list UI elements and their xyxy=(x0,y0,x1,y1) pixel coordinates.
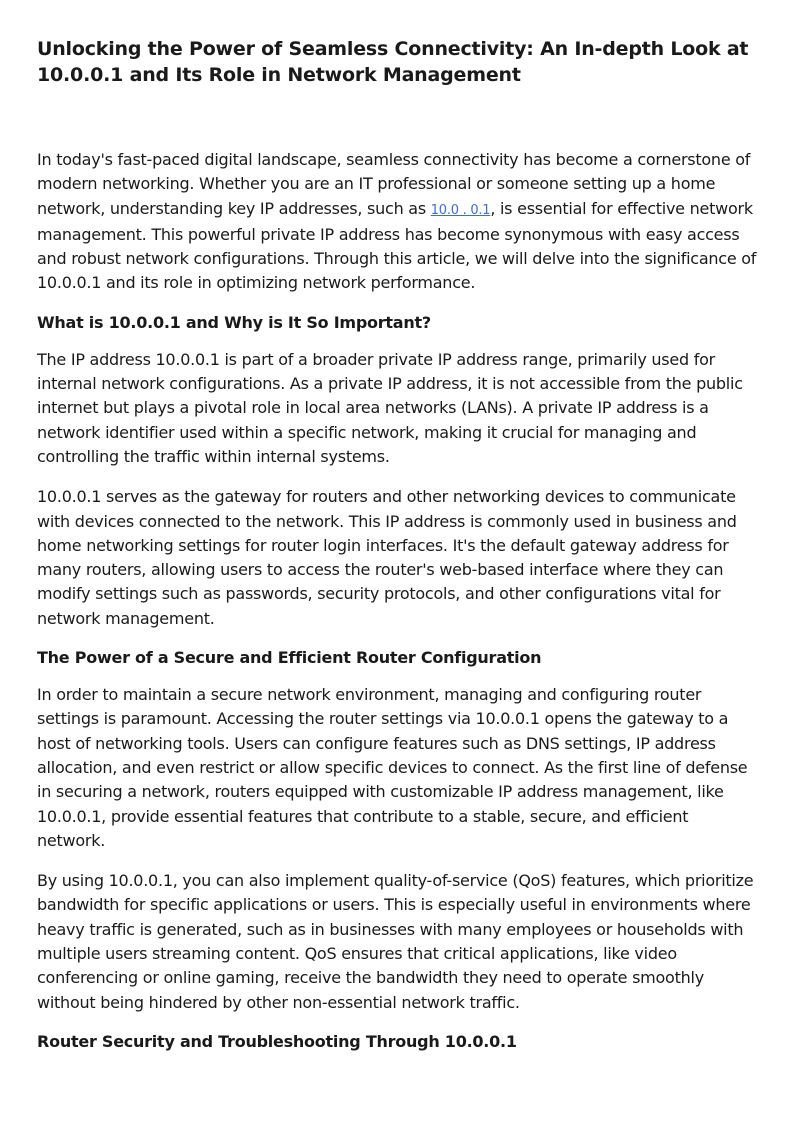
article xyxy=(37,36,759,1067)
article-title: Unlocking the Power of Seamless Connectivity: An In-depth Look at 10.0.0.1 and Its Role in Network Management xyxy=(37,38,749,86)
intro-text-after-link: , is essential for effective network management. This powerful private IP address has become synonymous with easy access and robust network configurations. Through this article, we will delve into the significance of 10.0.0.1 and its role in optimizing network performance. xyxy=(37,198,757,293)
ip-address-link[interactable]: 10.0 . 0.1 xyxy=(430,202,491,218)
section-paragraph: By using 10.0.0.1, you can also implement quality-of-service (QoS) features, which prioritize bandwidth for specific applications or users. This is especially useful in environments where heavy traffic is generated, such as in businesses with many employees or households with multiple users streaming content. QoS ensures that critical applications, like video conferencing or online gaming, receive the bandwidth they need to operate smoothly without being hindered by other non-essential network traffic. xyxy=(37,871,754,1012)
section-paragraph: 10.0.0.1 serves as the gateway for routers and other networking devices to communicate with devices connected to the network. This IP address is commonly used in business and home networking settings for router login interfaces. It's the default gateway address for many routers, allowing users to access the router's web-based interface where they can modify settings such as passwords, security protocols, and other configurations vital for network management. xyxy=(37,487,737,628)
intro-text-before-link: In today's fast-paced digital landscape, seamless connectivity has become a cornerstone of modern networking. Whether you are an IT professional or someone setting up a home network, understanding key IP addresses, such as xyxy=(37,150,751,218)
section-heading: Router Security and Troubleshooting Through 10.0.0.1 xyxy=(37,1031,517,1051)
section-heading: What is 10.0.0.1 and Why is It So Important? xyxy=(37,312,431,332)
intro-paragraph xyxy=(37,148,759,296)
section-heading: The Power of a Secure and Efficient Router Configuration xyxy=(37,648,542,668)
section-paragraph: The IP address 10.0.0.1 is part of a broader private IP address range, primarily used for internal network configurations. As a private IP address, it is not accessible from the public internet but plays a pivotal role in local area networks (LANs). A private IP address is a network identifier used within a specific network, making it crucial for managing and controlling the traffic within internal systems. xyxy=(37,349,743,466)
section-paragraph: In order to maintain a secure network environment, managing and configuring router settings is paramount. Accessing the router settings via 10.0.0.1 opens the gateway to a host of networking tools. Users can configure features such as DNS settings, IP address allocation, and even restrict or allow specific devices to connect. As the first line of defense in securing a network, routers equipped with customizable IP address management, like 10.0.0.1, provide essential features that contribute to a stable, secure, and efficient network. xyxy=(37,685,748,850)
article-body xyxy=(37,148,759,1053)
